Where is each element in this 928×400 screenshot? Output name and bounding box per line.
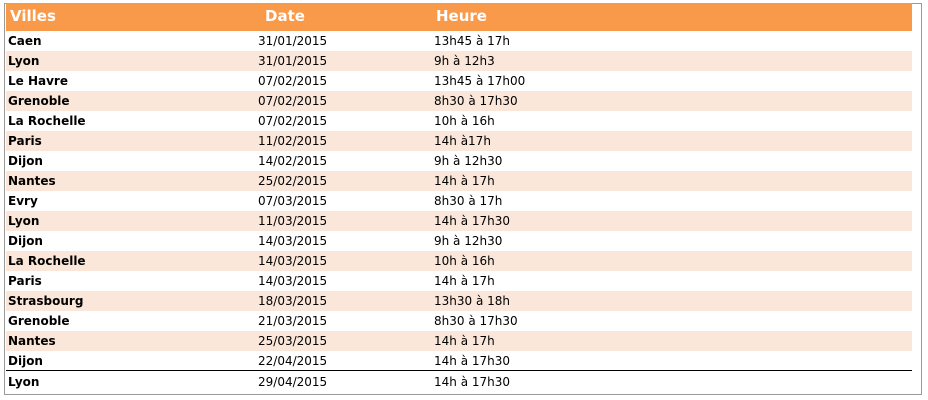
- cell-date: 18/03/2015: [258, 294, 328, 308]
- cell-ville: Strasbourg: [8, 294, 84, 308]
- cell-date: 29/04/2015: [258, 375, 328, 389]
- cell-heure: 9h à 12h3: [434, 54, 495, 68]
- cell-heure: 9h à 12h30: [434, 154, 503, 168]
- cell-heure: 13h45 à 17h00: [434, 74, 526, 88]
- table-last-row-container: [6, 372, 912, 392]
- table-row: [6, 211, 912, 231]
- cell-date: 14/03/2015: [258, 254, 328, 268]
- cell-date: 11/02/2015: [258, 134, 328, 148]
- cell-date: 07/03/2015: [258, 194, 328, 208]
- cell-date: 25/02/2015: [258, 174, 328, 188]
- table-row: [6, 271, 912, 291]
- table-row: [6, 351, 912, 371]
- cell-date: 14/03/2015: [258, 274, 328, 288]
- cell-date: 07/02/2015: [258, 94, 328, 108]
- cell-ville: Le Havre: [8, 74, 68, 88]
- cell-heure: 13h45 à 17h: [434, 34, 511, 48]
- cell-date: 21/03/2015: [258, 314, 328, 328]
- cell-heure: 8h30 à 17h: [434, 194, 503, 208]
- cell-heure: 14h à 17h: [434, 334, 495, 348]
- table-body: [6, 31, 912, 371]
- table-row: [6, 71, 912, 91]
- cell-ville: Caen: [8, 34, 42, 48]
- cell-heure: 10h à 16h: [434, 114, 495, 128]
- table-row: [6, 131, 912, 151]
- cell-heure: 10h à 16h: [434, 254, 495, 268]
- cell-ville: Lyon: [8, 54, 40, 68]
- cell-heure: 14h à 17h: [434, 274, 495, 288]
- cell-ville: Paris: [8, 274, 42, 288]
- cell-date: 07/02/2015: [258, 114, 328, 128]
- cell-heure: 14h à 17h30: [434, 214, 511, 228]
- table-separator: [6, 370, 912, 371]
- table-row: [6, 151, 912, 171]
- cell-heure: 8h30 à 17h30: [434, 94, 518, 108]
- cell-date: 14/02/2015: [258, 154, 328, 168]
- table-row: [6, 51, 912, 71]
- table-row: [6, 331, 912, 351]
- cell-ville: Lyon: [8, 375, 40, 389]
- cell-ville: Lyon: [8, 214, 40, 228]
- table-row: [6, 231, 912, 251]
- cell-date: 07/02/2015: [258, 74, 328, 88]
- cell-heure: 14h à 17h30: [434, 375, 511, 389]
- table-row: [6, 111, 912, 131]
- cell-date: 22/04/2015: [258, 354, 328, 368]
- cell-heure: 14h à 17h: [434, 174, 495, 188]
- cell-date: 31/01/2015: [258, 54, 328, 68]
- table-row: [6, 91, 912, 111]
- table-row: [6, 311, 912, 331]
- cell-ville: Nantes: [8, 334, 56, 348]
- table-header: [6, 3, 912, 31]
- cell-ville: Nantes: [8, 174, 56, 188]
- cell-ville: Dijon: [8, 154, 43, 168]
- header-heure: Heure: [436, 7, 487, 25]
- cell-heure: 9h à 12h30: [434, 234, 503, 248]
- cell-date: 11/03/2015: [258, 214, 328, 228]
- table-row: [6, 191, 912, 211]
- cell-heure: 8h30 à 17h30: [434, 314, 518, 328]
- cell-ville: Grenoble: [8, 314, 70, 328]
- cell-date: 31/01/2015: [258, 34, 328, 48]
- cell-ville: Evry: [8, 194, 38, 208]
- cell-heure: 14h à 17h30: [434, 354, 511, 368]
- table-row: [6, 372, 912, 392]
- table-row: [6, 291, 912, 311]
- table-row: [6, 251, 912, 271]
- cell-ville: La Rochelle: [8, 114, 86, 128]
- cell-ville: Paris: [8, 134, 42, 148]
- header-villes: Villes: [10, 7, 56, 25]
- header-date: Date: [265, 7, 305, 25]
- cell-date: 25/03/2015: [258, 334, 328, 348]
- cell-ville: Grenoble: [8, 94, 70, 108]
- cell-date: 14/03/2015: [258, 234, 328, 248]
- cell-ville: Dijon: [8, 354, 43, 368]
- table-row: [6, 171, 912, 191]
- cell-ville: La Rochelle: [8, 254, 86, 268]
- cell-heure: 13h30 à 18h: [434, 294, 511, 308]
- table-row: [6, 31, 912, 51]
- cell-heure: 14h à17h: [434, 134, 491, 148]
- cell-ville: Dijon: [8, 234, 43, 248]
